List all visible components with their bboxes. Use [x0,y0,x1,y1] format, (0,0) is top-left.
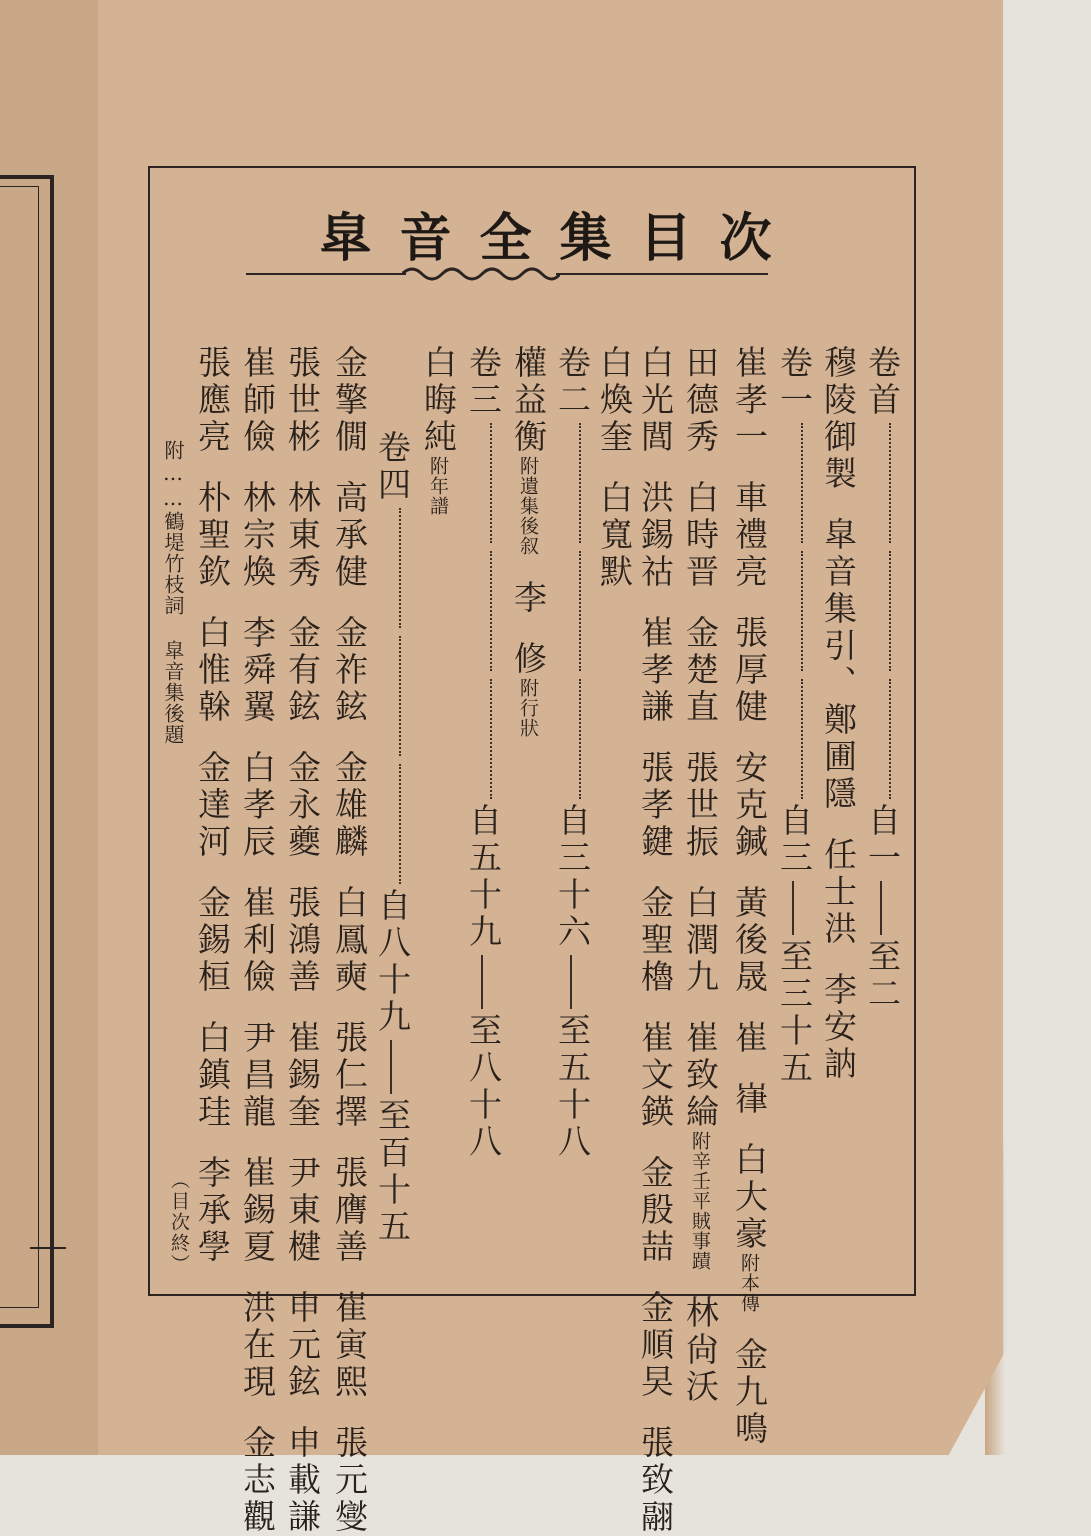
toc-line: 權益衡附遺集後叙李修附行狀 [509,345,548,738]
toc-line: 穆陵御製皐音集引、鄭圃隱任士洪李安訥 [819,345,858,1083]
toc-line: 崔孝一車禮亮張厚健安克鍼黃後晟崔嵂白大豪附本傳金九鳴 [730,345,769,1448]
toc-line: 白光閭洪錫祜崔孝謙張孝鍵金聖櫓崔文鍈金殷喆金順旲張致翮 [636,345,675,1536]
toc-line: 張應亮朴聖欽白惟榦金達河金錫桓白鎮珪李承學 [193,345,232,1266]
toc-appendix-line: 附……鶴堤竹枝詞皐音集後題 [161,440,185,745]
title-rule-right [556,273,768,275]
toc-entry-volume-1: 卷一自三至三十五 [775,345,814,1087]
end-of-contents-mark: （目次終） [168,1170,190,1275]
toc-entry-volume-3: 卷三自五十九至八十八 [464,345,503,1161]
toc-entry-volume-head: 卷首自一至二 [863,345,902,1013]
toc-line: 金擎僩高承健金祚鉉金雄麟白鳳奭張仁擇張膺善崔寅熙張元燮 [330,345,369,1536]
title-rule-left [246,273,406,275]
toc-line: 白煥奎白寬默 [595,345,634,591]
toc-line: 崔師儉林宗煥李舜翼白孝辰崔利儉尹昌龍崔錫夏洪在現金志觀 [238,345,277,1536]
page-title: 皐音全集目次 [319,208,800,269]
toc-entry-volume-2: 卷二自三十六至五十八 [553,345,592,1161]
facing-page-tick [30,1247,66,1249]
toc-line: 田德秀白時晋金楚直張世振白潤九崔致綸附辛壬平賊事蹟林尙沃 [681,345,720,1406]
facing-page-frame-inner [0,186,39,1308]
toc-line: 白晦純附年譜 [419,345,458,516]
toc-entry-volume-4: 卷四自八十九至百十五 [373,430,412,1246]
toc-line: 張世彬林東秀金有鉉金永夔張鴻善崔錫奎尹東楗申元鉉申載謙 [283,345,322,1536]
title-rule-wave [402,262,560,286]
